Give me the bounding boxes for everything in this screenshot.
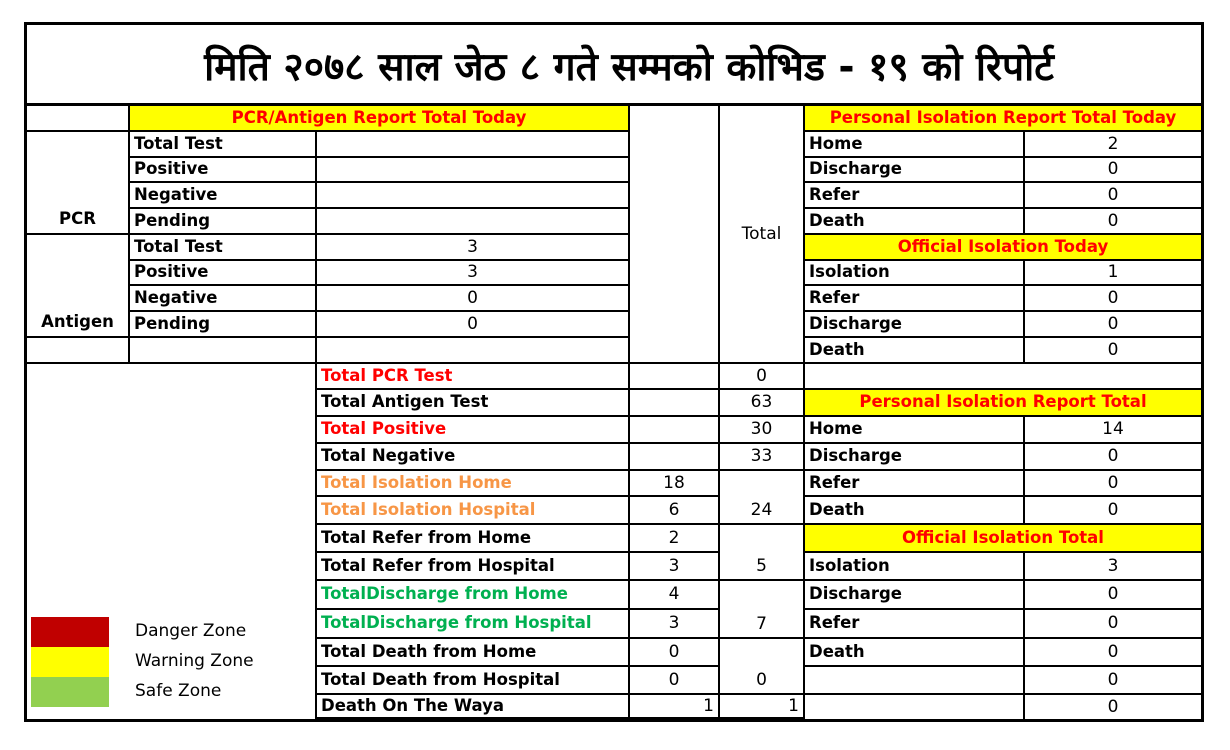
official-today-value: 0 [1025, 338, 1201, 364]
totals-merged-total: 7 [720, 581, 805, 639]
totals-row-sub: 0 [630, 667, 720, 695]
official-total-label [805, 667, 1025, 695]
personal-total-value: 0 [1025, 444, 1201, 471]
legend-swatch [31, 647, 109, 677]
personal-total-header: Personal Isolation Report Total [805, 390, 1201, 417]
antigen-row-label: Pending [130, 312, 317, 338]
official-today-label: Refer [805, 286, 1025, 312]
antigen-row-value: 3 [317, 261, 630, 286]
personal-today-label: Home [805, 132, 1025, 158]
personal-total-value: 0 [1025, 497, 1201, 525]
blank-cell [805, 364, 1201, 390]
legend-swatch [31, 617, 109, 647]
legend-label: Danger Zone [135, 621, 247, 641]
pcr-row-value [317, 183, 630, 209]
legend-label: Safe Zone [135, 681, 222, 701]
antigen-row-value: 0 [317, 312, 630, 338]
totals-row-sub: 3 [630, 610, 720, 639]
totals-row-total: 30 [720, 417, 805, 444]
official-total-value: 0 [1025, 639, 1201, 667]
totals-row-sub: 18 [630, 471, 720, 497]
blank-cell [130, 338, 317, 364]
blank-cell [27, 106, 130, 132]
official-total-value: 0 [1107, 696, 1119, 717]
antigen-row-label: Total Test [130, 235, 317, 261]
pcr-row-label: Negative [130, 183, 317, 209]
pcr-row-value [317, 209, 630, 235]
official-total-value: 0 [1025, 667, 1201, 695]
totals-row-label: Total PCR Test [317, 364, 630, 390]
official-today-value: 0 [1025, 312, 1201, 338]
personal-total-label: Home [805, 417, 1025, 444]
personal-today-value: 0 [1025, 183, 1201, 209]
totals-row-sub [630, 390, 720, 417]
official-today-header: Official Isolation Today [805, 235, 1201, 261]
personal-today-value: 0 [1025, 209, 1201, 235]
totals-row-total: 0 [720, 364, 805, 390]
totals-row-total: 33 [720, 444, 805, 471]
blank-cell [317, 338, 630, 364]
antigen-row-value: 3 [317, 235, 630, 261]
totals-row-label: TotalDischarge from Hospital [317, 610, 630, 639]
personal-today-header: Personal Isolation Report Total Today [805, 106, 1201, 132]
official-total-label: Refer [805, 610, 1025, 639]
totals-row-sub: 2 [630, 525, 720, 553]
official-today-label: Death [805, 338, 1025, 364]
pcr-label: PCR [27, 132, 130, 235]
personal-today-label: Discharge [805, 158, 1025, 183]
totals-row-label: Total Isolation Home [317, 471, 630, 497]
totals-row-sub: 3 [630, 553, 720, 581]
totals-row-label: Death On The Waya [317, 695, 630, 719]
totals-row-sub: 6 [630, 497, 720, 525]
personal-total-label: Death [805, 497, 1025, 525]
blank-column [630, 106, 720, 364]
totals-row-total: 1 [720, 695, 805, 719]
official-total-label: Discharge [805, 581, 1025, 610]
antigen-label: Antigen [27, 235, 130, 338]
antigen-row-label: Negative [130, 286, 317, 312]
totals-row-label: Total Positive [317, 417, 630, 444]
official-total-label [805, 695, 1025, 719]
personal-today-label: Death [805, 209, 1025, 235]
totals-row-label: TotalDischarge from Home [317, 581, 630, 610]
total-column-label: Total [720, 106, 805, 364]
totals-merged-total: 0 [720, 639, 805, 695]
personal-today-value: 2 [1025, 132, 1201, 158]
official-today-value: 1 [1025, 261, 1201, 286]
personal-total-value: 0 [1025, 471, 1201, 497]
official-today-label: Discharge [805, 312, 1025, 338]
official-total-label: Death [805, 639, 1025, 667]
totals-row-total: 63 [720, 390, 805, 417]
totals-row-sub: 1 [630, 695, 720, 719]
personal-today-label: Refer [805, 183, 1025, 209]
totals-row-sub: 0 [630, 639, 720, 667]
pcr-row-label: Pending [130, 209, 317, 235]
pcr-row-value [317, 158, 630, 183]
antigen-row-label: Positive [130, 261, 317, 286]
totals-merged-total: 24 [720, 471, 805, 525]
totals-row-sub [630, 364, 720, 390]
legend-label: Warning Zone [135, 651, 254, 671]
official-total-value: 0 [1025, 581, 1201, 610]
totals-row-label: Total Negative [317, 444, 630, 471]
personal-total-label: Discharge [805, 444, 1025, 471]
totals-row-label: Total Antigen Test [317, 390, 630, 417]
blank-cell [27, 338, 130, 364]
personal-today-value: 0 [1025, 158, 1201, 183]
official-today-value: 0 [1025, 286, 1201, 312]
totals-row-label: Total Refer from Hospital [317, 553, 630, 581]
personal-total-value: 14 [1025, 417, 1201, 444]
personal-total-label: Refer [805, 471, 1025, 497]
totals-row-sub: 4 [630, 581, 720, 610]
totals-row-label: Total Refer from Home [317, 525, 630, 553]
official-total-label: Isolation [805, 553, 1025, 581]
totals-row-sub [630, 417, 720, 444]
official-total-value: 0 [1025, 610, 1201, 639]
totals-row-sub [630, 444, 720, 471]
antigen-row-value: 0 [317, 286, 630, 312]
legend-swatch [31, 677, 109, 707]
official-today-label: Isolation [805, 261, 1025, 286]
totals-row-label: Total Isolation Hospital [317, 497, 630, 525]
pcr-row-label: Positive [130, 158, 317, 183]
totals-row-label: Total Death from Home [317, 639, 630, 667]
official-total-header: Official Isolation Total [805, 525, 1201, 553]
totals-row-label: Total Death from Hospital [317, 667, 630, 695]
official-total-value: 3 [1025, 553, 1201, 581]
report-title: मिति २०७८ साल जेठ ८ गते सम्मको कोभिड - १९ को रिपोर्ट [204, 44, 1054, 90]
report-frame [24, 22, 1204, 722]
totals-merged-total: 5 [720, 525, 805, 581]
pcr-antigen-header: PCR/Antigen Report Total Today [130, 106, 630, 132]
pcr-row-label: Total Test [130, 132, 317, 158]
pcr-row-value [317, 132, 630, 158]
